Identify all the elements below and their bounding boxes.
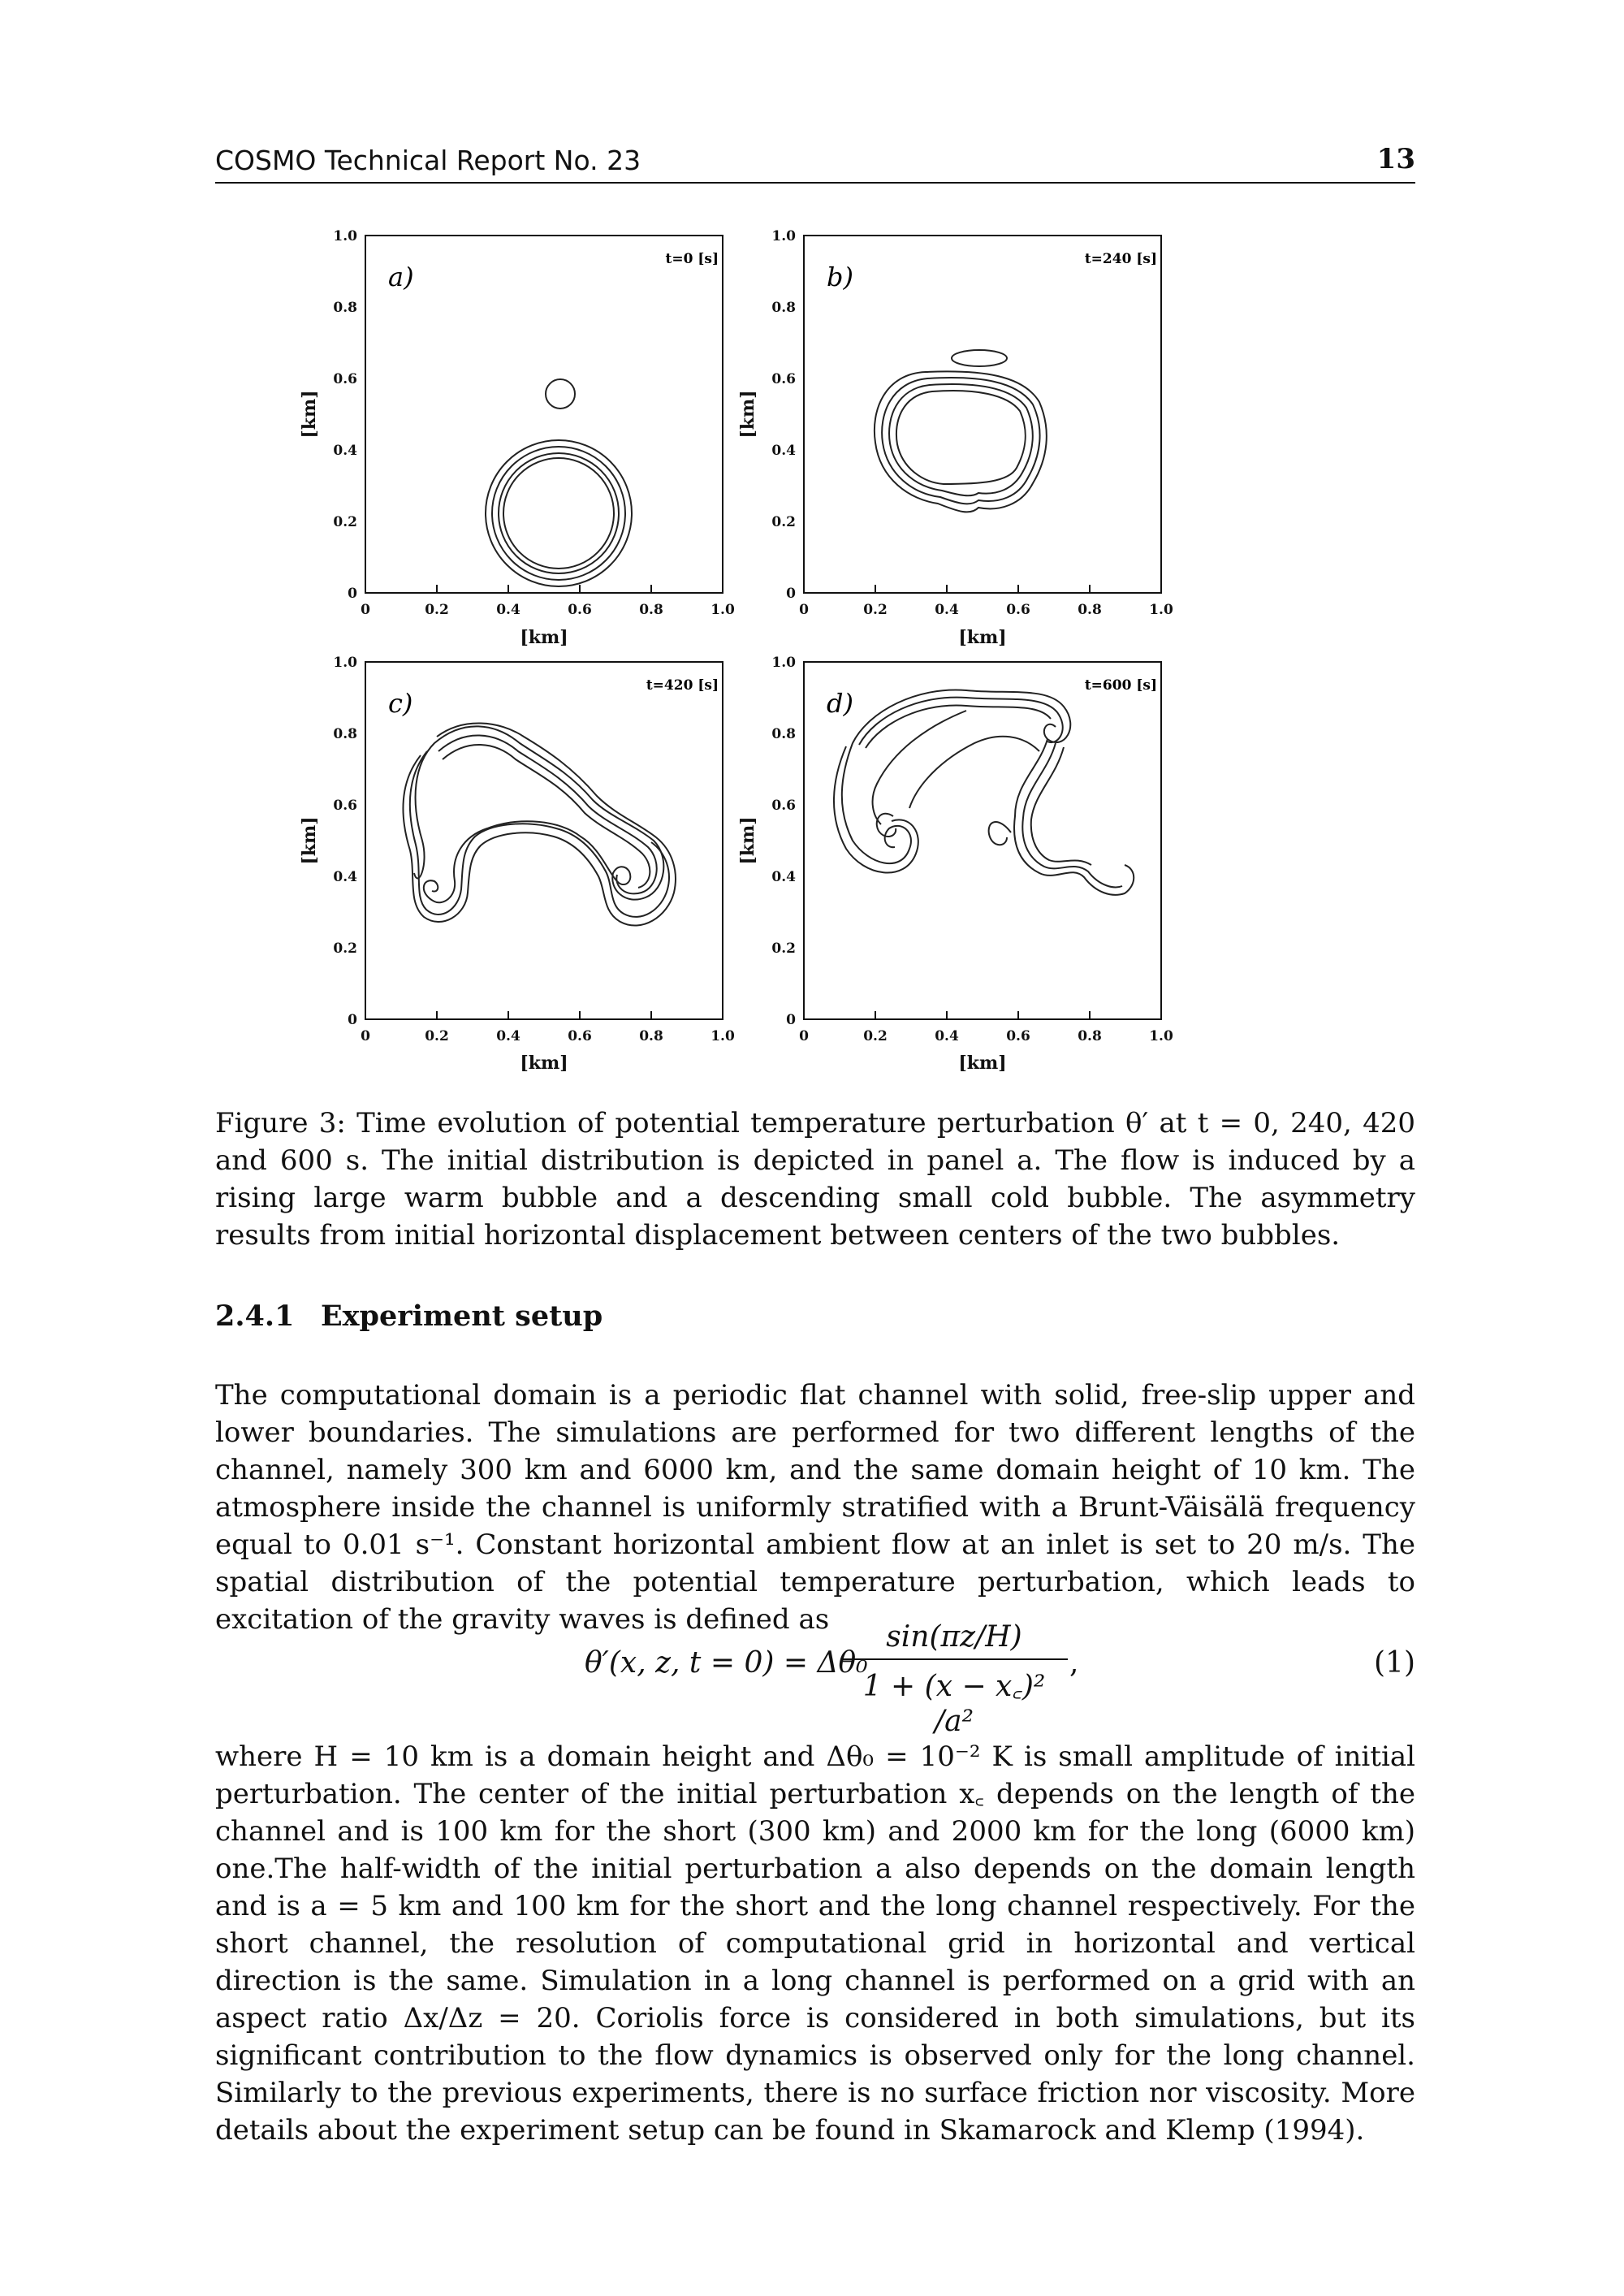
x-axis-label: [km] bbox=[958, 1053, 1007, 1074]
y-axis-right-bottom bbox=[771, 655, 796, 1028]
y-axis-label: [km] bbox=[299, 390, 320, 439]
xtick: 0.2 bbox=[863, 1028, 888, 1044]
xtick: 0.8 bbox=[1078, 1028, 1102, 1044]
xtick: 0.6 bbox=[568, 1028, 592, 1044]
paragraph-setup: The computational domain is a periodic flat channel with solid, free-slip upper and lower boundaries. The simulations are performed for two different lengths of the channel, namely 300 km and 6000 km, and the same domain height of 10 km. The atmosphere inside the channel is uniformly stratified with a Brunt-Väisälä frequency equal to 0.01 s⁻¹. Constant horizontal ambient flow at an inlet is set to 20 m/s. The spatial distribution of the potential temperature perturbation, which leads to excitation of the gravity waves is defined as bbox=[215, 1379, 1415, 1636]
x-axis-bottom-left bbox=[361, 1028, 735, 1044]
panel-b bbox=[804, 236, 1161, 593]
xtick: 0.2 bbox=[863, 602, 888, 618]
xtick: 0.6 bbox=[1006, 1028, 1030, 1044]
ytick: 1.0 bbox=[771, 228, 796, 244]
ytick: 0.8 bbox=[333, 300, 357, 316]
y-axis-label: [km] bbox=[737, 816, 758, 865]
ytick: 0.8 bbox=[333, 726, 357, 742]
panel-c-label: c) bbox=[388, 688, 413, 719]
section-title: Experiment setup bbox=[321, 1299, 603, 1333]
contour-figure bbox=[284, 219, 1218, 1080]
section-number: 2.4.1 bbox=[215, 1299, 295, 1333]
panel-d-contours bbox=[834, 690, 1134, 894]
ytick: 0.6 bbox=[771, 371, 796, 387]
page-header bbox=[215, 145, 1415, 184]
y-axis-label: [km] bbox=[299, 816, 320, 865]
panel-b-label: b) bbox=[827, 262, 853, 292]
xtick: 1.0 bbox=[710, 602, 735, 618]
panel-a-label: a) bbox=[388, 262, 414, 292]
panel-d-time: t=600 [s] bbox=[1084, 677, 1157, 694]
xtick: 0.2 bbox=[425, 1028, 449, 1044]
xtick: 0.4 bbox=[496, 1028, 520, 1044]
ytick: 1.0 bbox=[333, 228, 357, 244]
xtick: 0 bbox=[799, 1028, 809, 1044]
xtick: 0 bbox=[361, 1028, 370, 1044]
ytick: 0.8 bbox=[771, 300, 796, 316]
ytick: 0.2 bbox=[771, 514, 796, 530]
page-number: 13 bbox=[1376, 143, 1415, 175]
ytick: 0.4 bbox=[771, 443, 796, 459]
panel-a bbox=[365, 236, 723, 593]
ytick: 0 bbox=[786, 1012, 796, 1028]
panel-a-time: t=0 [s] bbox=[665, 251, 719, 267]
equation-fraction bbox=[840, 1620, 1068, 1738]
equation-numerator: sin(πz/H) bbox=[840, 1620, 1068, 1660]
y-axis-left-top bbox=[333, 228, 357, 602]
x-axis-label: [km] bbox=[520, 1053, 568, 1074]
equation-comma: , bbox=[1069, 1646, 1079, 1680]
xtick: 0.8 bbox=[639, 1028, 663, 1044]
report-title: COSMO Technical Report No. 23 bbox=[215, 145, 641, 176]
equation-1 bbox=[215, 1620, 1415, 1738]
xtick: 0.6 bbox=[568, 602, 592, 618]
ytick: 1.0 bbox=[333, 655, 357, 671]
figure-3 bbox=[284, 219, 1218, 1080]
x-axis-top-left bbox=[361, 602, 735, 618]
xtick: 0.8 bbox=[1078, 602, 1102, 618]
equation-lhs: θ′(x, z, t = 0) = Δθ₀ bbox=[585, 1646, 868, 1680]
ytick: 0.6 bbox=[333, 798, 357, 814]
panel-d bbox=[804, 662, 1161, 1019]
xtick: 0 bbox=[799, 602, 809, 618]
panel-a-contours bbox=[486, 379, 632, 586]
ytick: 0.4 bbox=[771, 869, 796, 885]
xtick: 0.4 bbox=[935, 602, 959, 618]
xtick: 1.0 bbox=[1149, 602, 1173, 618]
x-axis-label: [km] bbox=[520, 627, 568, 648]
panel-c-contours bbox=[403, 723, 675, 925]
xtick: 1.0 bbox=[1149, 1028, 1173, 1044]
paragraph-parameters: where H = 10 km is a domain height and Δθ₀ = 10⁻² K is small amplitude of initial perturbation. The center of the initial perturbation x꜀ depends on the length of the channel and is 100 km for the short (300 km) and 2000 km for the long (6000 km) one.The half-width of the initial perturbation a also depends on the domain length and is a = 5 km and 100 km for the short and the long channel respectively. For the short channel, the resolution of computational grid in horizontal and vertical direction is the same. Simulation in a long channel is performed on a grid with an aspect ratio Δx/Δz = 20. Coriolis force is considered in both simulations, but its significant contribution to the flow dynamics is observed only for the long channel. Similarly to the previous experiments, there is no surface friction nor viscosity. More details about the experiment setup can be found in Skamarock and Klemp (1994). bbox=[215, 1740, 1415, 2147]
panel-c-time: t=420 [s] bbox=[646, 677, 719, 694]
ytick: 0 bbox=[348, 1012, 357, 1028]
ytick: 0.2 bbox=[771, 940, 796, 957]
ytick: 0.6 bbox=[771, 798, 796, 814]
y-axis-right-top bbox=[771, 228, 796, 602]
y-axis-label: [km] bbox=[737, 390, 758, 439]
panel-b-contours bbox=[875, 350, 1047, 512]
equation-denominator: 1 + (x − x꜀)² /a² bbox=[862, 1670, 1046, 1738]
x-axis-top-right bbox=[799, 602, 1173, 618]
ytick: 0.4 bbox=[333, 869, 357, 885]
section-heading bbox=[215, 1299, 603, 1333]
panel-d-label: d) bbox=[827, 688, 853, 719]
xtick: 0.6 bbox=[1006, 602, 1030, 618]
xtick: 0.4 bbox=[935, 1028, 959, 1044]
ytick: 0 bbox=[786, 586, 796, 602]
ytick: 0.6 bbox=[333, 371, 357, 387]
xtick: 0.2 bbox=[425, 602, 449, 618]
xtick: 0 bbox=[361, 602, 370, 618]
equation-number: (1) bbox=[1374, 1646, 1415, 1680]
panel-b-time: t=240 [s] bbox=[1084, 251, 1157, 267]
x-axis-label: [km] bbox=[958, 627, 1007, 648]
x-axis-bottom-right bbox=[799, 1028, 1173, 1044]
ytick: 0.8 bbox=[771, 726, 796, 742]
ytick: 0.2 bbox=[333, 514, 357, 530]
ytick: 0 bbox=[348, 586, 357, 602]
panel-c bbox=[365, 662, 723, 1019]
xtick: 0.8 bbox=[639, 602, 663, 618]
y-axis-left-bottom bbox=[333, 655, 357, 1028]
ytick: 0.2 bbox=[333, 940, 357, 957]
ytick: 1.0 bbox=[771, 655, 796, 671]
xtick: 1.0 bbox=[710, 1028, 735, 1044]
xtick: 0.4 bbox=[496, 602, 520, 618]
ytick: 0.4 bbox=[333, 443, 357, 459]
figure-caption: Figure 3: Time evolution of potential temperature perturbation θ′ at t = 0, 240, 420 and 600 s. The initial distribution is depicted in panel a. The flow is induced by a rising large warm bubble and a descending small cold bubble. The asymmetry results from initial horizontal displacement between centers of the two bubbles. bbox=[215, 1107, 1415, 1252]
